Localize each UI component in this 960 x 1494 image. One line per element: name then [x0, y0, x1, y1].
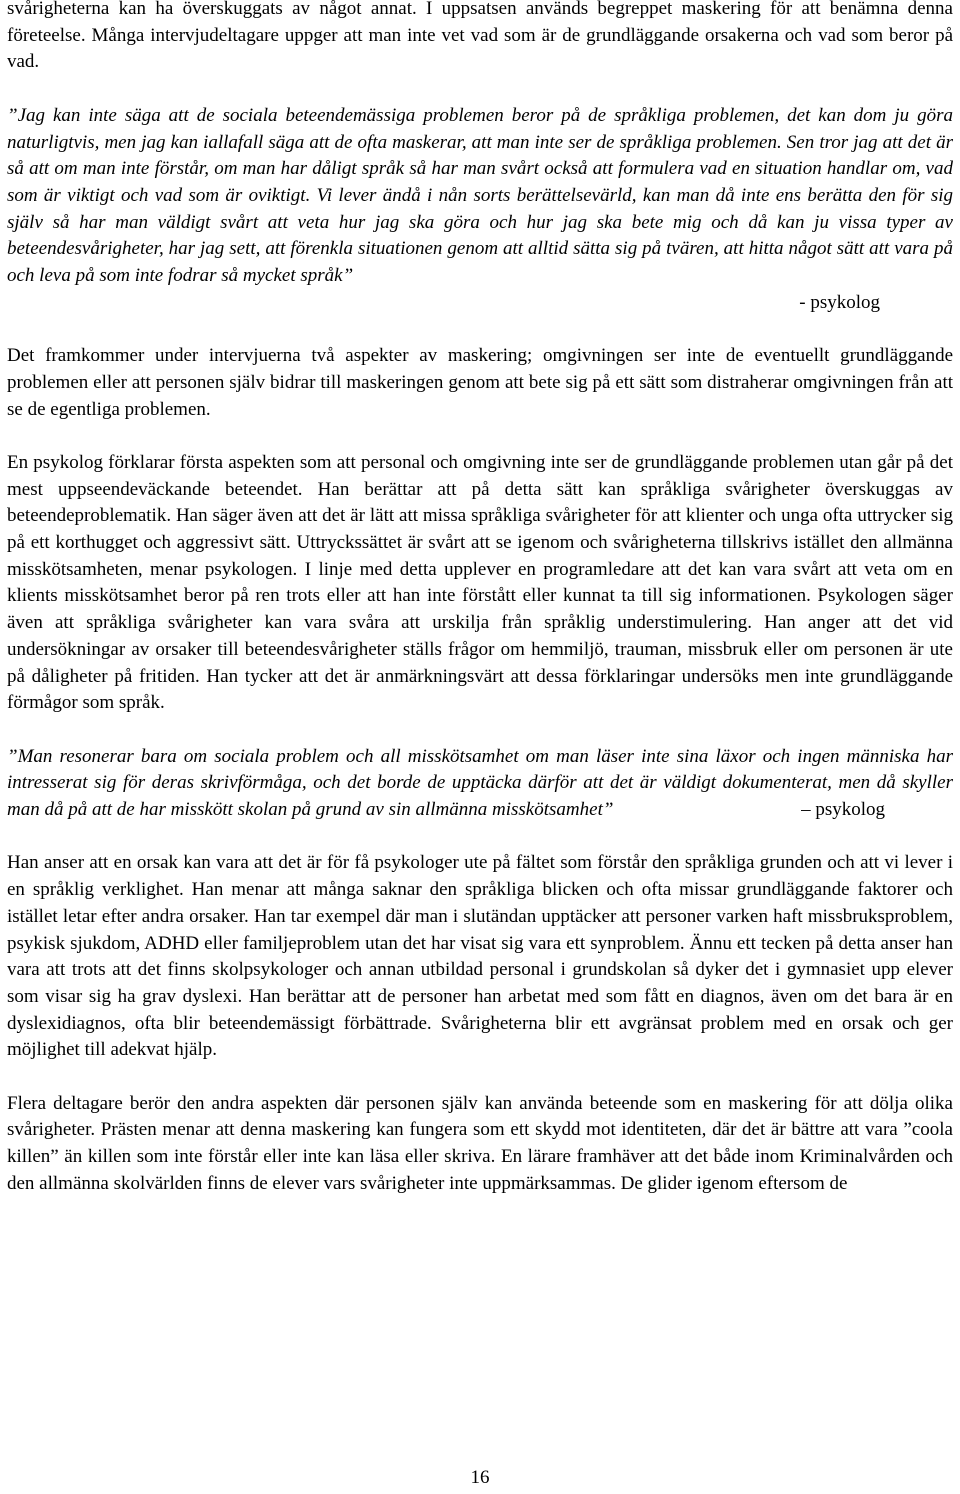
paragraph-cause: Han anser att en orsak kan vara att det är för få psykologer ute på fältet som förstår den språkliga grunden och att vi lever i en språklig verklighet. Han menar att många saknar den språkliga blicken och ofta missar grundläggande faktorer och istället letar efter andra orsaker. Han tar exempel där man i slutändan upptäcker att personer varken haft missbruksproblem, psykisk sjukdom, ADHD eller familjeproblem utan det har visat sig vara ett synproblem. Ännu ett tecken på detta anser han vara att trots att det finns skolpsykologer och annan utbildad personal i grundskolan så dyker det i gymnasiet upp elever som visar sig ha grav dyslexi. Han berättar att de personer han arbetat med som fått en diagnos, även om det bara är en dyslexidiagnos, ofta blir beteendemässigt förbättrade. Svårigheterna blir ett avgränsat problem med en orsak och ger möjlighet till adekvat hjälp.: [7, 852, 953, 1061]
paragraph-second-aspect: Flera deltagare berör den andra aspekten där personen själv kan använda beteende som en maskering för att dölja olika svårigheter. Prästen menar att denna maskering kan fungera som ett skydd mot identiteten, där det är bättre att vara ”coola killen” än killen som inte förstår eller inte kan läsa eller skriva. En lärare framhäver att det både inom Kriminalvården och den allmänna skolvärlden finns de elever vars svårigheter inte uppmärksammas. De glider igenom eftersom de: [7, 1092, 953, 1194]
quote-block-2: [7, 744, 953, 824]
page-number: 16: [470, 1467, 490, 1488]
quote-attribution-2: – psykolog: [801, 799, 885, 821]
paragraph-intro: svårigheterna kan ha överskuggats av något annat. I uppsatsen används begreppet maskering för att benämna denna företeelse. Många intervjudeltagare uppger att man inte vet vad som är de grundläggande orsakerna och vad som beror på vad.: [7, 0, 953, 73]
quote-attribution-1: - psykolog: [799, 291, 880, 313]
paragraph-aspects: Det framkommer under intervjuerna två aspekter av maskering; omgivningen ser inte de eventuellt grundläggande problemen eller att personen själv bidrar till maskeringen genom att bete sig på ett sätt som distraherar omgivningen från att se de egentliga problemen.: [7, 345, 953, 420]
quote-text-2: ”Man resonerar bara om sociala problem och all misskötsamhet om man läser inte sina läxor och ingen människa har intresserat sig för deras skrivförmåga, och det borde de upptäcka därför att det är väldigt dokumenterat, men då skyller man då på att de har misskött skolan på grund av sin allmänna misskötsamhet”: [7, 745, 953, 821]
paragraph-psychologist: En psykolog förklarar första aspekten som att personal och omgivning inte ser de grundläggande problemen utan går på det mest uppseendeväckande beteendet. Han berättar att på detta sätt kan språkliga svårigheter överskuggas av beteendeproblematik. Han säger även att det är lätt att missa språkliga svårigheter för att klienter och unga ofta uttrycker sig på ett korthugget och aggressivt sätt. Uttryckssättet är svårt att se igenom och svårigheterna tillskrivs istället den allmänna misskötsamheten, menar psykologen. I linje med detta upplever en programledare att det kan vara svårt att veta om en klients misskötsamhet beror på ren trots eller att han inte förstått eller kunnat ta till sig informationen. Psykologen säger även att språkliga svårigheter kan vara svåra att urskilja från språklig understimulering. Han anger att det vid undersökningar av orsaker till beteendesvårigheter ställs frågor om hemmiljö, trauman, missbruk eller om personen är ute på dåligheter på fritiden. Han tycker att det är anmärkningsvärt att dessa förklaringar undersöks men inte grundläggande förmågor som språk.: [7, 451, 953, 714]
quote-block-1: ”Jag kan inte säga att de sociala beteendemässiga problemen beror på de språkliga problemen, det kan dom ju göra naturligtvis, men jag kan iallafall säga att de ofta maskerar, att man inte ser de språkliga problemen. Sen tror jag att det är så att om man inte förstår, om man har dåligt språk så har man svårt också att formulera vad en situation handlar om, vad som är viktigt och vad som är oviktigt. Vi lever ändå i nån sorts berättelsevärld, kan man då inte ens berätta den för sig själv så har man väldigt svårt att veta hur jag ska göra och hur jag ska bete mig och då kan ju vissa typer av beteendesvårigheter, har jag sett, att förenkla situationen genom att alltid sätta sig på tvären, att hitta något sätt att vara på och leva på som inte fodrar så mycket språk”: [7, 104, 953, 287]
